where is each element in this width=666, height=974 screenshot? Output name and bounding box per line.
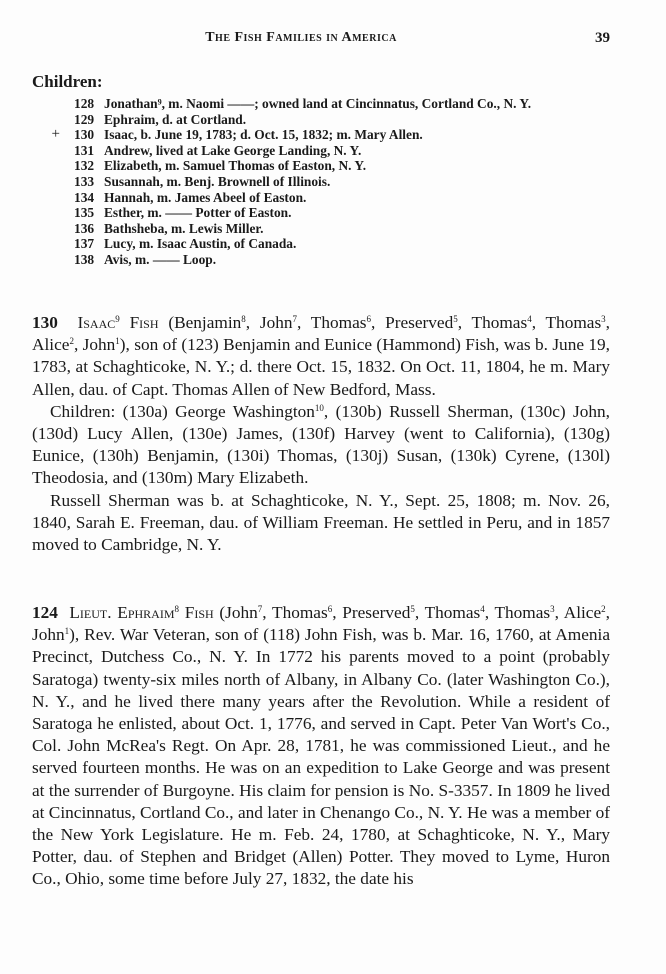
lineage-text: , Thomas [262,603,328,622]
generation-sup: 8 [174,604,179,614]
lineage-text: (Benjamin [168,313,242,332]
children-list [44,96,610,268]
child-list-item [44,112,610,128]
lineage-text: , John [73,335,116,355]
child-list-item [44,221,610,237]
child-number: 131 [74,142,95,158]
entry-name: Isaac [77,313,116,332]
generation-sup: 10 [314,402,324,413]
generation-sup: 6 [327,604,333,614]
child-text: Susannah, m. Benj. Brownell of Illinois. [104,173,331,189]
continuation-mark [44,112,64,128]
generation-sup: 4 [480,604,485,614]
child-number: 130 [74,127,95,143]
generation-sup: 5 [410,604,415,614]
entry-surname: Fish [129,313,159,332]
child-text: Andrew, lived at Lake George Landing, N. Y. [104,142,362,158]
generation-sup: 9 [115,314,120,324]
running-head [32,30,610,50]
generation-sup: 1 [115,336,120,347]
lineage-text: , John [245,313,293,332]
child-number: 128 [74,96,95,111]
child-list-item [44,143,610,159]
continuation-mark [44,96,64,112]
child-text: Esther, m. —— Potter of Easton. [104,205,292,221]
child-list-item [44,252,610,268]
continuation-mark [44,190,64,206]
child-number: 138 [74,251,95,267]
continuation-mark: + [51,126,60,143]
generation-sup: 8 [241,314,246,324]
child-text: Bathsheba, m. Lewis Miller. [104,220,264,236]
generation-sup: 5 [453,314,458,324]
child-number: 134 [74,189,95,205]
continuation-mark [44,221,64,237]
continuation-mark [44,158,64,174]
child-number: 133 [74,173,95,189]
entry-130-main [32,312,610,401]
child-text: Jonathan⁹, m. Naomi ——; owned land at Cincinnatus, Cortland Co., N. Y. [104,96,532,111]
lineage-text: , John [32,603,610,645]
entry-surname: Fish [184,603,214,622]
child-list-item [44,190,610,206]
lineage-text: , Preserved [370,313,454,332]
child-list-item [44,96,610,112]
entry-130 [32,312,610,556]
generation-sup: 2 [601,604,606,614]
child-list-item [44,174,610,190]
child-number: 136 [74,220,95,236]
continuation-mark [44,205,64,221]
child-list-item [44,127,610,143]
child-text: Lucy, m. Isaac Austin, of Canada. [104,236,297,252]
generation-sup: 3 [601,314,606,324]
entry-124-main [32,602,610,891]
running-title: The Fish Families in America [205,30,397,45]
lineage-text: , Thomas [457,313,528,332]
children-text: Children: (130a) George Washington [50,401,315,421]
lineage-text: , Alice [32,313,610,355]
child-text: Isaac, b. June 19, 1783; d. Oct. 15, 1832; m. Mary Allen. [104,127,423,143]
child-text: Ephraim, d. at Cortland. [104,111,247,127]
page-number: 39 [595,30,610,46]
lineage-text: , Preserved [332,603,411,622]
generation-sup: 7 [292,314,298,324]
generation-sup: 4 [527,314,532,324]
generation-sup: 2 [69,336,74,347]
child-text: Avis, m. —— Loop. [104,251,217,267]
generation-sup: 6 [366,314,371,324]
generation-sup: 1 [64,626,70,637]
continuation-mark [44,143,64,159]
children-heading: Children: [32,72,103,91]
entry-body: ), son of (123) Benjamin and Eunice (Hammond) Fish, was b. June 19, 1783, at Schaghticoke, N. Y.; d. there Oct. 15, 1832. On Oct. 11, 1804, he m. Mary Allen, dau. of Capt. Thomas Allen of New Bedford, Mass. [32,335,610,399]
entry-number: 130 [32,313,58,332]
entry-body: ), Rev. War Veteran, son of (118) John Fish, was b. Mar. 16, 1760, at Amenia Precinct, Dutchess Co., N. Y. In 1772 his parents moved to a point (probably Saratoga) twenty-six miles north of Albany, in Albany Co. (later Washington Co.), N. Y., and he lived there many years after the Revolution. While a resident of Saratoga he enlisted, about Oct. 1, 1776, and served in Capt. Peter Van Wort's Co., Col. John McRea's Regt. On Apr. 28, 1781, he was commissioned Lieut., and he served fourteen months. He was on an expedition to Lake George and was present at the surrender of Burgoyne. His claim for pension is No. S-3357. In 1809 he lived at Cincinnatus, Cortland Co., and later in Chenango Co., N. Y. He was a member of the New York Legislature. He m. Feb. 24, 1780, at Schaghticoke, N. Y., Mary Potter, dau. of Stephen and Bridget (Allen) Potter. They moved to Lyme, Huron Co., Ohio, some time before July 27, 1832, the date his [32,625,610,889]
child-number: 132 [74,158,95,174]
entry-130-children [32,401,610,490]
lineage-text: , Alice [554,603,602,622]
child-text: Elizabeth, m. Samuel Thomas of Easton, N. Y. [104,158,367,174]
child-number: 137 [74,236,95,252]
lineage-text: , Thomas [414,603,481,622]
children-text: , (130b) Russell Sherman, (130c) John, (130d) Lucy Allen, (130e) James, (130f) Harvey (went to California), (130g) Eunice, (130h) Benjamin, (130i) Thomas, (130j) Susan, (130k) Cyrene, (130l) Theodosia, and (130m) Mary Elizabeth. [32,401,610,488]
child-list-item [44,205,610,221]
generation-sup: 3 [550,604,555,614]
lineage-text: , Thomas [531,313,602,332]
child-number: 135 [74,205,95,221]
entry-124 [32,602,610,891]
entry-number: 124 [32,603,58,622]
entry-title: Lieut. [69,603,112,622]
lineage-text: , Thomas [297,313,367,332]
continuation-mark [44,236,64,252]
child-text: Hannah, m. James Abeel of Easton. [104,189,307,205]
continuation-mark [44,252,64,268]
child-list-item [44,236,610,252]
continuation-mark [44,174,64,190]
lineage-text: (John [219,603,258,622]
child-number: 129 [74,111,95,127]
child-list-item [44,158,610,174]
entry-130-note: Russell Sherman was b. at Schaghticoke, N. Y., Sept. 25, 1808; m. Nov. 26, 1840, Sarah E. Freeman, dau. of William Freeman. He settled in Peru, and in 1857 moved to Cambridge, N. Y. [32,490,610,555]
generation-sup: 7 [257,604,263,614]
entry-name: Ephraim [117,603,175,622]
lineage-text: , Thomas [484,603,551,622]
